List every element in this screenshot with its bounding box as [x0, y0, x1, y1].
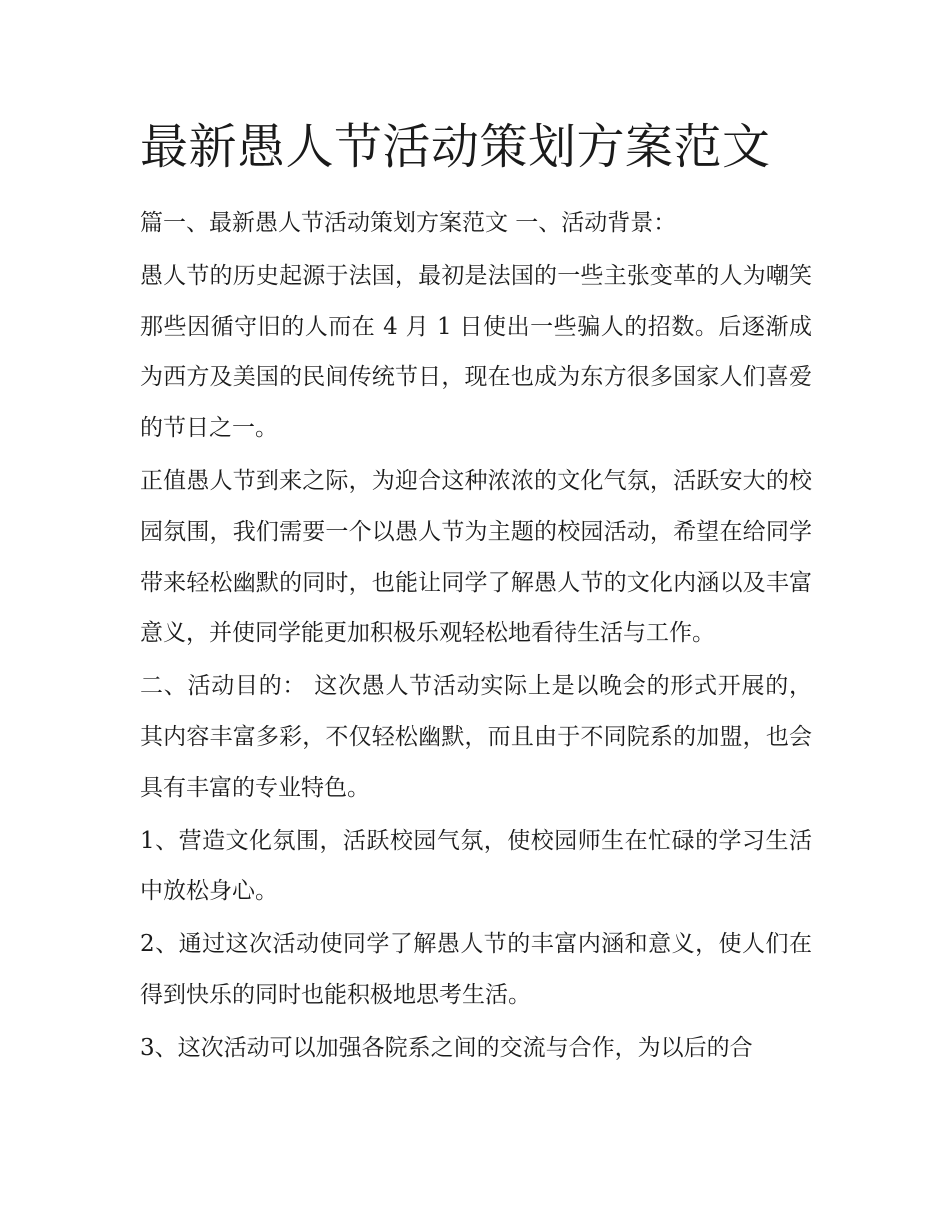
paragraph-goal-item-3: 3、这次活动可以加强各院系之间的交流与合作，为以后的合 [140, 1034, 753, 1061]
paragraph-goal-item-1: 1、营造文化氛围，活跃校园气氛，使校园师生在忙碌的学习生活中放松身心。 [140, 827, 812, 905]
paragraph-goal-item-2: 2、通过这次活动使同学了解愚人节的丰富内涵和意义，使人们在得到快乐的同时也能积极地思考生活。 [140, 931, 812, 1008]
paragraph-activity-goal: 二、活动目的： 这次愚人节活动实际上是以晚会的形式开展的，其内容丰富多彩，不仅轻松幽默，而且由于不同院系的加盟，也会具有丰富的专业特色。 [140, 673, 812, 801]
document-title: 最新愚人节活动策划方案范文 [140, 119, 771, 175]
paragraph-section-one-heading: 篇一、最新愚人节活动策划方案范文 一、活动背景： [140, 210, 677, 236]
paragraph-background-origin: 愚人节的历史起源于法国，最初是法国的一些主张变革的人为嘲笑那些因循守旧的人而在 4 月 1 日使出一些骗人的招数。后逐渐成为西方及美国的民间传统节日，现在也成为东方很多国家人们喜爱的节日之一。 [140, 262, 812, 442]
document-body [140, 198, 812, 1076]
paragraph-background-purpose: 正值愚人节到来之际，为迎合这种浓浓的文化气氛，活跃安大的校园氛围，我们需要一个以愚人节为主题的校园活动，希望在给同学带来轻松幽默的同时，也能让同学了解愚人节的文化内涵以及丰富意义，并使同学能更加积极乐观轻松地看待生活与工作。 [140, 467, 812, 647]
